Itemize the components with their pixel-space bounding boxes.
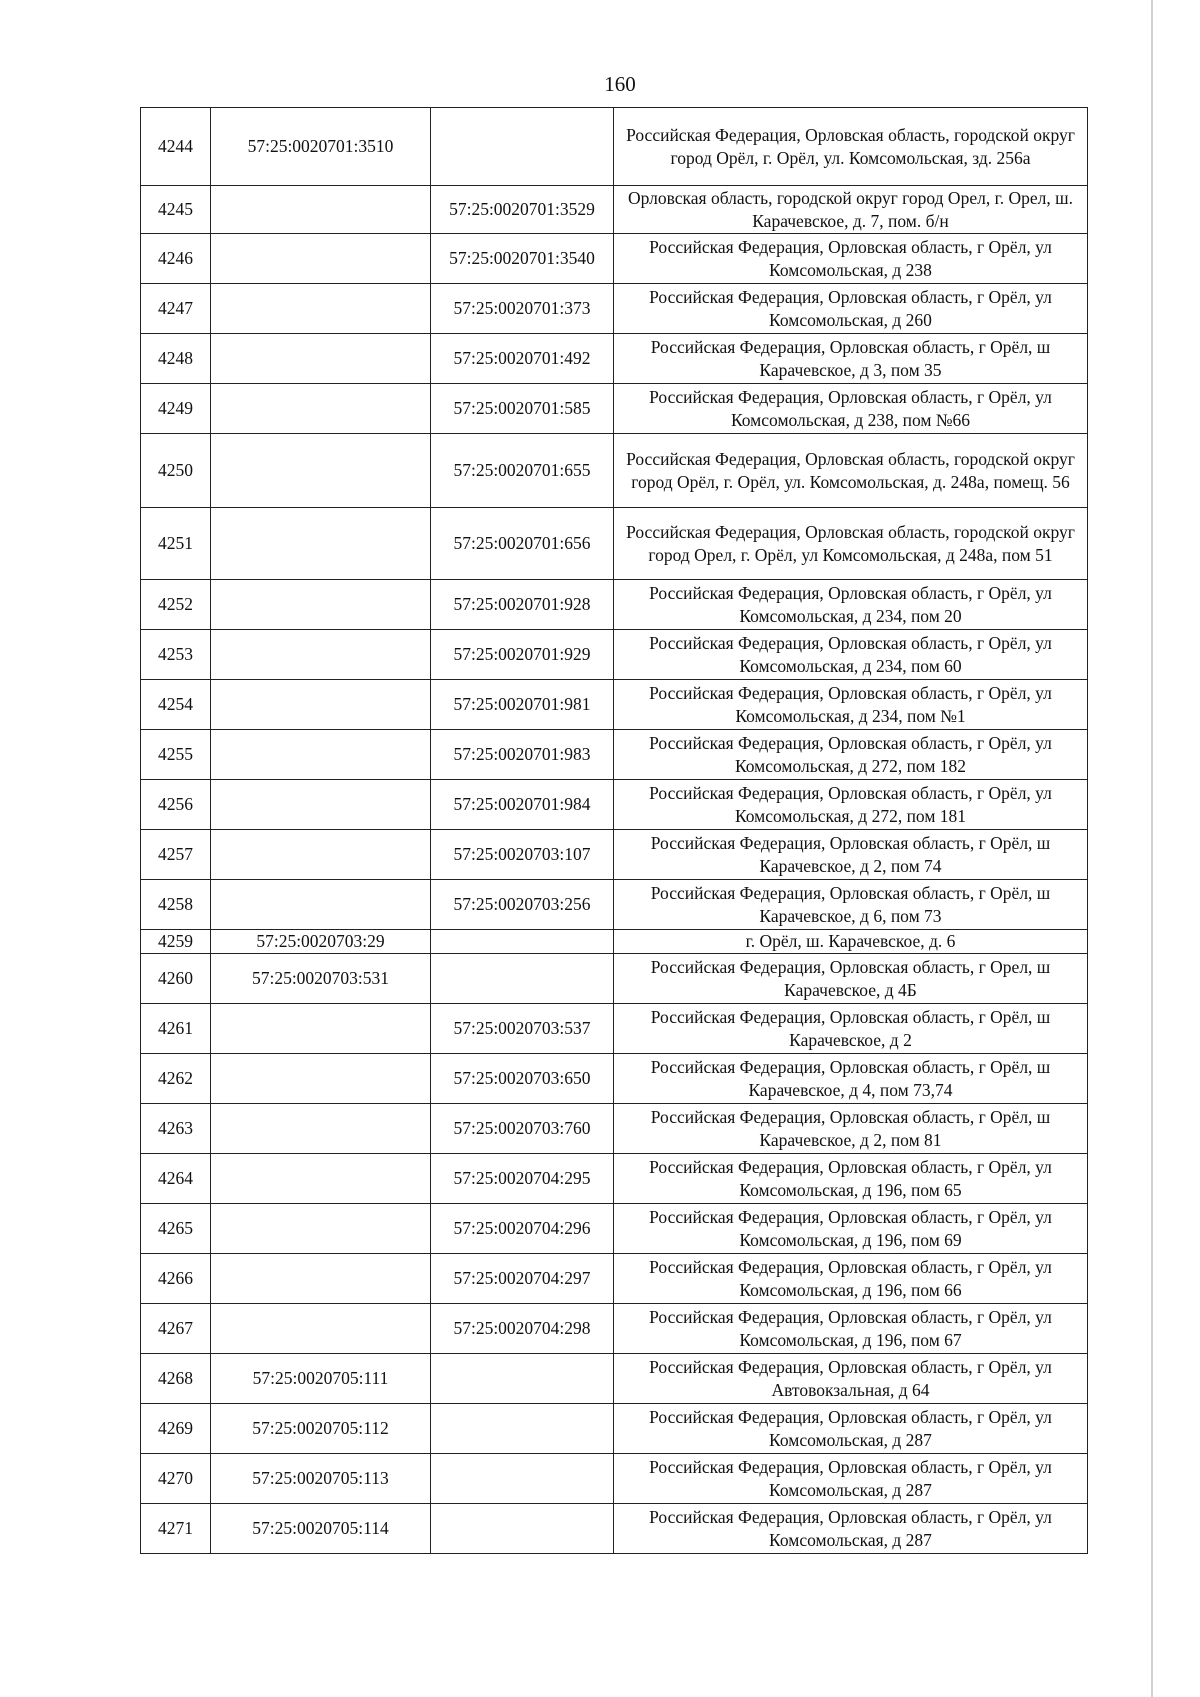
table-row	[141, 630, 1088, 680]
address-cell: Российская Федерация, Орловская область, г Орёл, ул Комсомольская, д 234, пом №1	[614, 680, 1088, 730]
cadastral-number-a: 57:25:0020705:111	[211, 1354, 431, 1404]
table-row	[141, 954, 1088, 1004]
cadastral-number-a: 57:25:0020703:29	[211, 930, 431, 954]
cadastral-number-b: 57:25:0020704:295	[431, 1154, 614, 1204]
cadastral-number-b: 57:25:0020704:298	[431, 1304, 614, 1354]
table-row	[141, 1504, 1088, 1554]
cadastral-number-b: 57:25:0020701:984	[431, 780, 614, 830]
cadastral-number-b: 57:25:0020701:3540	[431, 234, 614, 284]
cadastral-number-a	[211, 830, 431, 880]
cadastral-number-b	[431, 1354, 614, 1404]
row-number: 4262	[141, 1054, 211, 1104]
address-cell: Российская Федерация, Орловская область, г Орёл, ш Карачевское, д 2, пом 81	[614, 1104, 1088, 1154]
address-cell: Российская Федерация, Орловская область, г Орёл, ул Комсомольская, д 238, пом №66	[614, 384, 1088, 434]
address-cell: Российская Федерация, Орловская область, г Орёл, ул Комсомольская, д 260	[614, 284, 1088, 334]
cadastral-number-b: 57:25:0020703:537	[431, 1004, 614, 1054]
row-number: 4259	[141, 930, 211, 954]
table-row	[141, 930, 1088, 954]
address-cell: Российская Федерация, Орловская область, г Орёл, ул Комсомольская, д 234, пом 60	[614, 630, 1088, 680]
row-number: 4267	[141, 1304, 211, 1354]
cadastral-number-b: 57:25:0020703:760	[431, 1104, 614, 1154]
row-number: 4252	[141, 580, 211, 630]
row-number: 4270	[141, 1454, 211, 1504]
address-cell: Российская Федерация, Орловская область, городской округ город Орёл, г. Орёл, ул. Комсомольская, д. 248а, помещ. 56	[614, 434, 1088, 508]
cadastral-number-a: 57:25:0020701:3510	[211, 108, 431, 186]
row-number: 4247	[141, 284, 211, 334]
cadastral-number-a	[211, 580, 431, 630]
address-cell: г. Орёл, ш. Карачевское, д. 6	[614, 930, 1088, 954]
cadastral-number-b: 57:25:0020701:928	[431, 580, 614, 630]
table-row	[141, 234, 1088, 284]
cadastral-number-a	[211, 384, 431, 434]
address-cell: Российская Федерация, Орловская область, г Орёл, ул Комсомольская, д 196, пом 65	[614, 1154, 1088, 1204]
cadastral-number-b	[431, 930, 614, 954]
row-number: 4271	[141, 1504, 211, 1554]
table-row	[141, 880, 1088, 930]
row-number: 4258	[141, 880, 211, 930]
cadastral-number-b	[431, 954, 614, 1004]
address-cell: Российская Федерация, Орловская область, г Орёл, ул Комсомольская, д 196, пом 66	[614, 1254, 1088, 1304]
cadastral-number-b: 57:25:0020701:656	[431, 508, 614, 580]
address-cell: Российская Федерация, Орловская область, г Орёл, ул Комсомольская, д 287	[614, 1454, 1088, 1504]
page-edge-line	[1151, 0, 1153, 1697]
cadastral-number-b: 57:25:0020701:983	[431, 730, 614, 780]
table-row	[141, 730, 1088, 780]
cadastral-number-a	[211, 1004, 431, 1054]
table-row	[141, 1254, 1088, 1304]
cadastral-number-a	[211, 680, 431, 730]
cadastral-number-b: 57:25:0020701:373	[431, 284, 614, 334]
cadastral-number-a	[211, 186, 431, 234]
row-number: 4260	[141, 954, 211, 1004]
address-cell: Российская Федерация, Орловская область, г Орёл, ул Комсомольская, д 287	[614, 1504, 1088, 1554]
address-cell: Российская Федерация, Орловская область, г Орел, ш Карачевское, д 4Б	[614, 954, 1088, 1004]
address-cell: Российская Федерация, Орловская область, г Орёл, ул Комсомольская, д 238	[614, 234, 1088, 284]
page-number: 160	[604, 72, 636, 96]
cadastral-number-a	[211, 234, 431, 284]
table-row	[141, 434, 1088, 508]
address-cell: Российская Федерация, Орловская область, г Орёл, ул Комсомольская, д 272, пом 182	[614, 730, 1088, 780]
cadastral-number-a	[211, 730, 431, 780]
table-row	[141, 1404, 1088, 1454]
address-cell: Российская Федерация, Орловская область, г Орёл, ул Комсомольская, д 234, пом 20	[614, 580, 1088, 630]
address-cell: Российская Федерация, Орловская область, г Орёл, ул Комсомольская, д 196, пом 67	[614, 1304, 1088, 1354]
table-row	[141, 284, 1088, 334]
cadastral-number-a: 57:25:0020703:531	[211, 954, 431, 1004]
table-row	[141, 780, 1088, 830]
cadastral-number-a	[211, 1104, 431, 1154]
table-row	[141, 1204, 1088, 1254]
address-cell: Российская Федерация, Орловская область, г Орёл, ул Комсомольская, д 272, пом 181	[614, 780, 1088, 830]
cadastral-number-a	[211, 880, 431, 930]
address-cell: Российская Федерация, Орловская область, г Орёл, ул Комсомольская, д 287	[614, 1404, 1088, 1454]
address-cell: Российская Федерация, Орловская область, г Орёл, ш Карачевское, д 4, пом 73,74	[614, 1054, 1088, 1104]
table-row	[141, 1104, 1088, 1154]
table-row	[141, 1004, 1088, 1054]
row-number: 4244	[141, 108, 211, 186]
address-cell: Российская Федерация, Орловская область, г Орёл, ш Карачевское, д 2, пом 74	[614, 830, 1088, 880]
cadastral-number-a: 57:25:0020705:114	[211, 1504, 431, 1554]
row-number: 4250	[141, 434, 211, 508]
cadastral-number-a	[211, 284, 431, 334]
cadastral-number-b: 57:25:0020703:107	[431, 830, 614, 880]
table-row	[141, 186, 1088, 234]
table-row	[141, 108, 1088, 186]
address-cell: Российская Федерация, Орловская область, г Орёл, ш Карачевское, д 2	[614, 1004, 1088, 1054]
cadastral-number-b: 57:25:0020704:296	[431, 1204, 614, 1254]
row-number: 4269	[141, 1404, 211, 1454]
row-number: 4266	[141, 1254, 211, 1304]
row-number: 4253	[141, 630, 211, 680]
cadastral-number-a	[211, 434, 431, 508]
cadastral-number-a	[211, 1304, 431, 1354]
row-number: 4246	[141, 234, 211, 284]
address-cell: Российская Федерация, Орловская область, городской округ город Орёл, г. Орёл, ул. Комсомольская, зд. 256а	[614, 108, 1088, 186]
table-row	[141, 384, 1088, 434]
row-number: 4256	[141, 780, 211, 830]
table-row	[141, 1154, 1088, 1204]
cadastral-number-b: 57:25:0020701:585	[431, 384, 614, 434]
address-cell: Российская Федерация, Орловская область, г Орёл, ш Карачевское, д 6, пом 73	[614, 880, 1088, 930]
row-number: 4254	[141, 680, 211, 730]
cadastral-number-b: 57:25:0020704:297	[431, 1254, 614, 1304]
row-number: 4263	[141, 1104, 211, 1154]
table-row	[141, 1454, 1088, 1504]
cadastral-number-b: 57:25:0020701:655	[431, 434, 614, 508]
cadastral-number-a	[211, 1054, 431, 1104]
row-number: 4251	[141, 508, 211, 580]
address-cell: Российская Федерация, Орловская область, городской округ город Орел, г. Орёл, ул Комсомольская, д 248а, пом 51	[614, 508, 1088, 580]
address-cell: Российская Федерация, Орловская область, г Орёл, ш Карачевское, д 3, пом 35	[614, 334, 1088, 384]
cadastral-number-b	[431, 108, 614, 186]
address-cell: Российская Федерация, Орловская область, г Орёл, ул Комсомольская, д 196, пом 69	[614, 1204, 1088, 1254]
cadastral-number-a	[211, 780, 431, 830]
address-cell: Российская Федерация, Орловская область, г Орёл, ул Автовокзальная, д 64	[614, 1354, 1088, 1404]
cadastral-number-a	[211, 1154, 431, 1204]
table-row	[141, 1054, 1088, 1104]
table-row	[141, 1354, 1088, 1404]
row-number: 4265	[141, 1204, 211, 1254]
table-row	[141, 830, 1088, 880]
row-number: 4264	[141, 1154, 211, 1204]
cadastral-number-a	[211, 508, 431, 580]
cadastral-number-a	[211, 630, 431, 680]
cadastral-number-a: 57:25:0020705:112	[211, 1404, 431, 1454]
cadastral-number-a	[211, 1254, 431, 1304]
address-cell: Орловская область, городской округ город Орел, г. Орел, ш. Карачевское, д. 7, пом. б/н	[614, 186, 1088, 234]
cadastral-number-b: 57:25:0020701:3529	[431, 186, 614, 234]
table-row	[141, 508, 1088, 580]
cadastral-number-b	[431, 1454, 614, 1504]
table-row	[141, 334, 1088, 384]
row-number: 4255	[141, 730, 211, 780]
row-number: 4245	[141, 186, 211, 234]
cadastral-number-a: 57:25:0020705:113	[211, 1454, 431, 1504]
row-number: 4261	[141, 1004, 211, 1054]
row-number: 4249	[141, 384, 211, 434]
cadastral-number-b: 57:25:0020703:650	[431, 1054, 614, 1104]
row-number: 4248	[141, 334, 211, 384]
table-row	[141, 1304, 1088, 1354]
registry-table	[140, 107, 1088, 1554]
table-row	[141, 680, 1088, 730]
row-number: 4268	[141, 1354, 211, 1404]
cadastral-number-b: 57:25:0020701:492	[431, 334, 614, 384]
cadastral-number-b	[431, 1404, 614, 1454]
table-row	[141, 580, 1088, 630]
row-number: 4257	[141, 830, 211, 880]
cadastral-number-b: 57:25:0020701:929	[431, 630, 614, 680]
cadastral-number-b: 57:25:0020701:981	[431, 680, 614, 730]
cadastral-number-a	[211, 334, 431, 384]
cadastral-number-b	[431, 1504, 614, 1554]
cadastral-number-a	[211, 1204, 431, 1254]
cadastral-number-b: 57:25:0020703:256	[431, 880, 614, 930]
